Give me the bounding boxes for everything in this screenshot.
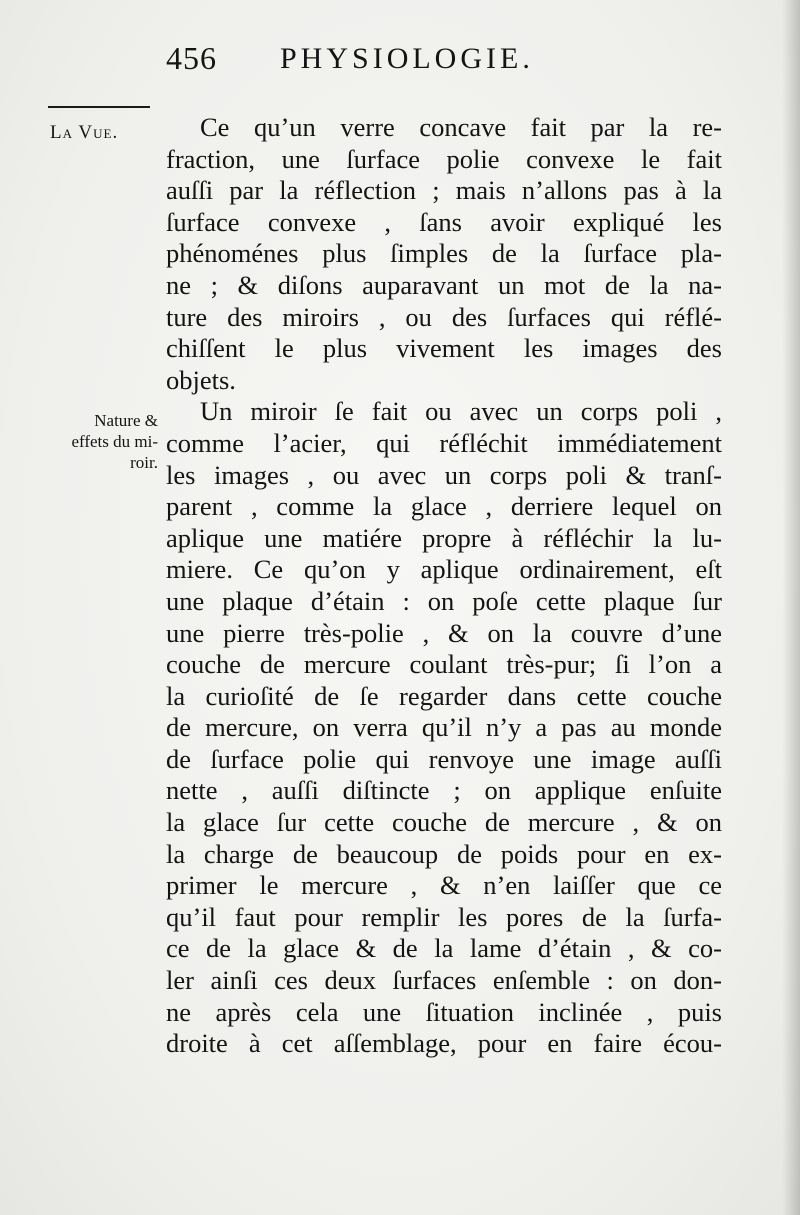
- running-head: PHYSIOLOGIE.: [280, 42, 534, 75]
- text-line: droite à cet aſſemblage, pour en faire écou-: [166, 1028, 722, 1059]
- text-line: couche de mercure coulant très-pur; ſi l’on a: [166, 649, 722, 680]
- side-note-line: roir.: [130, 453, 158, 472]
- page-number: 456: [166, 40, 217, 76]
- text-line: comme l’acier, qui réfléchit immédiatement: [166, 427, 722, 458]
- text-line: phénoménes plus ſimples de la ſurface pla-: [166, 238, 722, 269]
- text-line: ne après cela une ſituation inclinée , puis: [166, 996, 722, 1027]
- section-label: La Vue.: [50, 122, 119, 143]
- side-note: [40, 410, 158, 473]
- text-line: de mercure, on verra qu’il n’y a pas au monde: [166, 712, 722, 743]
- text-line: qu’il faut pour remplir les pores de la ſurfa-: [166, 901, 722, 932]
- text-line: de ſurface polie qui renvoye une image auſſi: [166, 743, 722, 774]
- body-text: [166, 112, 722, 1060]
- side-note-line: effets du mi-: [71, 432, 158, 451]
- text-line: ture des miroirs , ou des ſurfaces qui réflé-: [166, 301, 722, 332]
- text-line: ce de la glace & de la lame d’étain , & co-: [166, 933, 722, 964]
- text-line: Ce qu’un verre concave fait par la re-: [200, 112, 722, 142]
- text-line: auſſi par la réflection ; mais n’allons pas à la: [166, 175, 722, 206]
- text-line: objets.: [166, 364, 236, 395]
- text-line: la glace ſur cette couche de mercure , & on: [166, 807, 722, 838]
- text-line: les images , ou avec un corps poli & tranſ-: [166, 459, 722, 490]
- text-line: fraction, une ſurface polie convexe le fait: [166, 143, 722, 174]
- text-line: une plaque d’étain : on poſe cette plaque ſur: [166, 585, 722, 616]
- text-line: Un miroir ſe fait ou avec un corps poli ,: [200, 396, 722, 427]
- text-line: miere. Ce qu’on y aplique ordinairement, eſt: [166, 554, 722, 585]
- text-line: nette , auſſi diſtincte ; on applique enſuite: [166, 775, 722, 806]
- text-line: la charge de beaucoup de poids pour en ex-: [166, 838, 722, 869]
- text-line: ſurface convexe , ſans avoir expliqué les: [166, 206, 722, 237]
- text-line: la curioſité de ſe regarder dans cette couche: [166, 680, 722, 711]
- text-line: chiſſent le plus vivement les images des: [166, 333, 722, 364]
- text-line: une pierre très-polie , & on la couvre d’une: [166, 617, 722, 648]
- text-line: ler ainſi ces deux ſurfaces enſemble : on don-: [166, 965, 722, 996]
- text-line: ne ; & diſons auparavant un mot de la na-: [166, 269, 722, 300]
- page-gutter-shadow: [782, 0, 800, 1215]
- page-header: [0, 38, 800, 88]
- side-note-line: Nature &: [94, 411, 158, 430]
- text-line: parent , comme la glace , derriere lequel on: [166, 491, 722, 522]
- text-line: aplique une matiére propre à réfléchir la lu-: [166, 522, 722, 553]
- margin-rule: [48, 106, 150, 108]
- text-line: primer le mercure , & n’en laiſſer que ce: [166, 870, 722, 901]
